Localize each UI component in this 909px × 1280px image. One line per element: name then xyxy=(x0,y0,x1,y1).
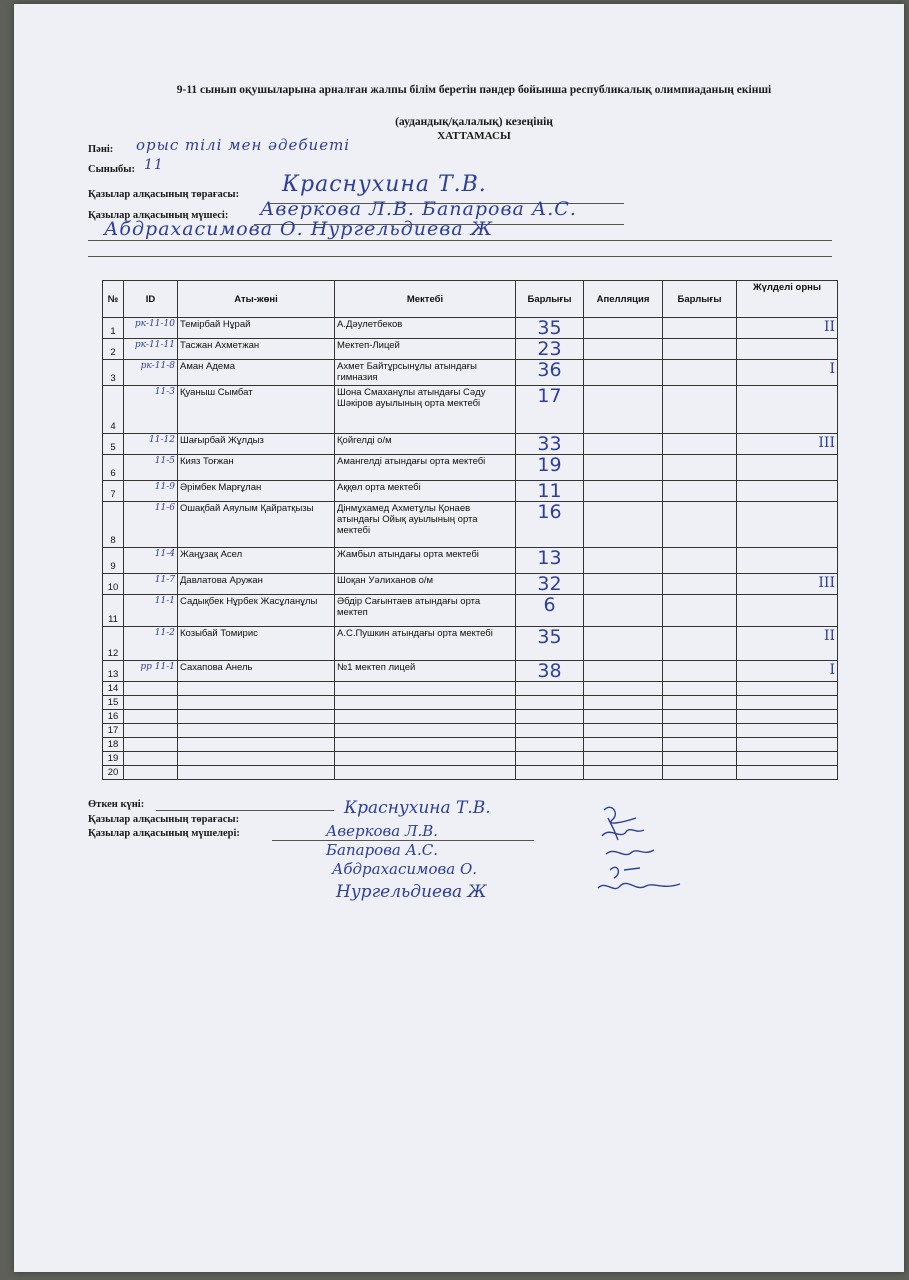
row-id: рк-11-11 xyxy=(124,339,178,360)
row-total-after xyxy=(663,766,737,780)
row-appeal xyxy=(584,738,663,752)
signature-member-3-name: Абдрахасимова О. xyxy=(332,860,478,878)
row-school: Әбдір Сағынтаев атындағы орта мектеп xyxy=(335,595,516,627)
row-number: 15 xyxy=(103,696,124,710)
member-value-1: Аверкова Л.В. Бапарова А.С. xyxy=(260,198,577,220)
document-subtitle: (аудандық/қалалық) кезеңінің xyxy=(395,116,553,128)
row-school: А.С.Пушкин атындағы орта мектебі xyxy=(335,627,516,661)
row-place xyxy=(737,502,838,548)
row-id xyxy=(124,710,178,724)
row-number: 12 xyxy=(103,627,124,661)
signature-chair-name: Краснухина Т.В. xyxy=(344,798,491,818)
row-score: 36 xyxy=(516,360,584,386)
table-row xyxy=(103,738,838,752)
row-appeal xyxy=(584,548,663,574)
row-id: 11-9 xyxy=(124,481,178,502)
row-school: Жамбыл атындағы орта мектебі xyxy=(335,548,516,574)
table-row xyxy=(103,318,838,339)
row-school xyxy=(335,696,516,710)
row-appeal xyxy=(584,696,663,710)
row-total-after xyxy=(663,574,737,595)
footer-chair-label: Қазылар алқасының төрағасы: xyxy=(88,814,240,825)
row-total-after xyxy=(663,627,737,661)
row-school xyxy=(335,766,516,780)
row-name xyxy=(178,710,335,724)
table-row xyxy=(103,455,838,481)
row-score xyxy=(516,752,584,766)
row-id xyxy=(124,738,178,752)
row-name: Әрімбек Марғұлан xyxy=(178,481,335,502)
row-appeal xyxy=(584,318,663,339)
handwritten-signatures xyxy=(584,800,694,910)
row-id: 11-2 xyxy=(124,627,178,661)
table-row xyxy=(103,766,838,780)
row-place: II xyxy=(737,627,838,661)
col-header-name: Аты-жөні xyxy=(178,281,335,318)
row-id: 11-6 xyxy=(124,502,178,548)
row-school xyxy=(335,724,516,738)
row-total-after xyxy=(663,548,737,574)
row-name: Темірбай Нұрай xyxy=(178,318,335,339)
row-number: 19 xyxy=(103,752,124,766)
col-header-no: № xyxy=(103,281,124,318)
row-place: II xyxy=(737,318,838,339)
row-appeal xyxy=(584,386,663,434)
row-number: 17 xyxy=(103,724,124,738)
table-row xyxy=(103,481,838,502)
row-appeal xyxy=(584,766,663,780)
row-id: 11-12 xyxy=(124,434,178,455)
col-header-total-after: Барлығы xyxy=(663,281,737,318)
row-total-after xyxy=(663,360,737,386)
member-label: Қазылар алқасының мүшесі: xyxy=(88,210,229,221)
row-score: 32 xyxy=(516,574,584,595)
row-id xyxy=(124,682,178,696)
row-appeal xyxy=(584,502,663,548)
row-place xyxy=(737,386,838,434)
row-place: III xyxy=(737,574,838,595)
row-name xyxy=(178,724,335,738)
row-score: 33 xyxy=(516,434,584,455)
table-row xyxy=(103,682,838,696)
row-number: 5 xyxy=(103,434,124,455)
row-total-after xyxy=(663,318,737,339)
row-number: 13 xyxy=(103,661,124,682)
row-total-after xyxy=(663,339,737,360)
col-header-total: Барлығы xyxy=(516,281,584,318)
row-school: Ахмет Байтұрсынұлы атындағы гимназия xyxy=(335,360,516,386)
row-place xyxy=(737,738,838,752)
row-score: 11 xyxy=(516,481,584,502)
table-header-row xyxy=(103,281,838,318)
row-name xyxy=(178,766,335,780)
row-number: 18 xyxy=(103,738,124,752)
row-number: 8 xyxy=(103,502,124,548)
row-id: рк-11-8 xyxy=(124,360,178,386)
row-place: III xyxy=(737,434,838,455)
row-id xyxy=(124,696,178,710)
row-name: Давлатова Аружан xyxy=(178,574,335,595)
row-total-after xyxy=(663,502,737,548)
table-row xyxy=(103,502,838,548)
row-school: Шоқан Уәлиханов о/м xyxy=(335,574,516,595)
row-number: 7 xyxy=(103,481,124,502)
row-name: Шағырбай Жұлдыз xyxy=(178,434,335,455)
table-row xyxy=(103,548,838,574)
row-total-after xyxy=(663,752,737,766)
row-score xyxy=(516,766,584,780)
row-place xyxy=(737,339,838,360)
row-score: 13 xyxy=(516,548,584,574)
document-title: 9-11 сынып оқушыларына арналған жалпы білім беретін пәндер бойынша республикалық олимпиаданың екінші xyxy=(176,84,772,96)
row-school: Аққөл орта мектебі xyxy=(335,481,516,502)
row-place xyxy=(737,595,838,627)
row-score xyxy=(516,710,584,724)
row-total-after xyxy=(663,661,737,682)
row-name xyxy=(178,696,335,710)
table-row xyxy=(103,752,838,766)
row-id: 11-7 xyxy=(124,574,178,595)
row-place: I xyxy=(737,661,838,682)
row-name xyxy=(178,738,335,752)
row-name: Ошақбай Аяулым Қайратқызы xyxy=(178,502,335,548)
row-number: 2 xyxy=(103,339,124,360)
date-underline xyxy=(156,810,334,811)
row-number: 1 xyxy=(103,318,124,339)
row-appeal xyxy=(584,627,663,661)
row-total-after xyxy=(663,682,737,696)
table-row xyxy=(103,595,838,627)
col-header-id: ID xyxy=(124,281,178,318)
row-id: рк-11-10 xyxy=(124,318,178,339)
grade-value: 11 xyxy=(144,157,164,173)
row-school xyxy=(335,738,516,752)
results-table xyxy=(102,280,838,780)
row-score: 16 xyxy=(516,502,584,548)
row-score xyxy=(516,724,584,738)
row-score xyxy=(516,738,584,752)
grade-label: Сыныбы: xyxy=(88,164,135,175)
row-score: 17 xyxy=(516,386,584,434)
row-score: 23 xyxy=(516,339,584,360)
row-total-after xyxy=(663,710,737,724)
row-total-after xyxy=(663,738,737,752)
row-school: Қойгелді о/м xyxy=(335,434,516,455)
row-score xyxy=(516,696,584,710)
row-appeal xyxy=(584,360,663,386)
row-total-after xyxy=(663,481,737,502)
row-school: №1 мектеп лицей xyxy=(335,661,516,682)
row-school: Шона Смаханұлы атындағы Сәду Шәкіров ауылының орта мектебі xyxy=(335,386,516,434)
member-underline-3 xyxy=(88,256,832,257)
row-appeal xyxy=(584,339,663,360)
row-name: Қуаныш Сымбат xyxy=(178,386,335,434)
row-number: 14 xyxy=(103,682,124,696)
row-number: 3 xyxy=(103,360,124,386)
row-name xyxy=(178,682,335,696)
table-row xyxy=(103,661,838,682)
row-total-after xyxy=(663,455,737,481)
row-number: 16 xyxy=(103,710,124,724)
row-school: Мектеп-Лицей xyxy=(335,339,516,360)
member-underline-2 xyxy=(88,240,832,241)
row-score: 6 xyxy=(516,595,584,627)
row-place xyxy=(737,696,838,710)
row-place xyxy=(737,481,838,502)
row-name xyxy=(178,752,335,766)
table-row xyxy=(103,339,838,360)
subject-label: Пәні: xyxy=(88,144,114,155)
signature-member-1-name: Аверкова Л.В. xyxy=(326,822,439,840)
row-place xyxy=(737,710,838,724)
row-name: Кияз Тоғжан xyxy=(178,455,335,481)
row-number: 10 xyxy=(103,574,124,595)
row-school xyxy=(335,710,516,724)
table-row xyxy=(103,386,838,434)
row-school: Амангелді атындағы орта мектебі xyxy=(335,455,516,481)
row-total-after xyxy=(663,724,737,738)
row-appeal xyxy=(584,710,663,724)
row-appeal xyxy=(584,752,663,766)
col-header-place: Жүлделі орны xyxy=(737,281,838,318)
row-school xyxy=(335,682,516,696)
table-row xyxy=(103,627,838,661)
row-place xyxy=(737,682,838,696)
row-name: Тасжан Ахметжан xyxy=(178,339,335,360)
signature-member-2-name: Бапарова А.С. xyxy=(326,841,439,859)
row-number: 11 xyxy=(103,595,124,627)
table-row xyxy=(103,696,838,710)
chair-value: Краснухина Т.В. xyxy=(282,172,487,197)
row-id: 11-4 xyxy=(124,548,178,574)
table-row xyxy=(103,360,838,386)
row-id: рр 11-1 xyxy=(124,661,178,682)
member-value-2: Абдрахасимова О. Нургельдиева Ж xyxy=(104,218,494,240)
row-total-after xyxy=(663,434,737,455)
row-id: 11-1 xyxy=(124,595,178,627)
protocol-heading: ХАТТАМАСЫ xyxy=(437,130,511,142)
row-number: 4 xyxy=(103,386,124,434)
row-score: 19 xyxy=(516,455,584,481)
table-row xyxy=(103,724,838,738)
row-appeal xyxy=(584,595,663,627)
table-row xyxy=(103,574,838,595)
col-header-school: Мектебі xyxy=(335,281,516,318)
row-total-after xyxy=(663,696,737,710)
row-total-after xyxy=(663,386,737,434)
row-appeal xyxy=(584,661,663,682)
table-row xyxy=(103,434,838,455)
row-number: 20 xyxy=(103,766,124,780)
footer-members-label: Қазылар алқасының мүшелері: xyxy=(88,828,240,839)
row-school: Дінмұхамед Ахметұлы Қонаев атындағы Ойық ауылының орта мектебі xyxy=(335,502,516,548)
row-score: 35 xyxy=(516,318,584,339)
row-name: Сахапова Анель xyxy=(178,661,335,682)
row-number: 6 xyxy=(103,455,124,481)
row-score: 35 xyxy=(516,627,584,661)
row-place xyxy=(737,766,838,780)
table-row xyxy=(103,710,838,724)
document-sheet xyxy=(14,4,904,1272)
row-name: Жаңұзақ Асел xyxy=(178,548,335,574)
row-id xyxy=(124,766,178,780)
row-name: Козыбай Томирис xyxy=(178,627,335,661)
row-id: 11-5 xyxy=(124,455,178,481)
row-place xyxy=(737,752,838,766)
row-appeal xyxy=(584,481,663,502)
row-total-after xyxy=(663,595,737,627)
date-label: Өткен күні: xyxy=(88,799,145,810)
subject-value: орыс тілі мен әдебиеті xyxy=(136,136,351,154)
row-place xyxy=(737,455,838,481)
row-score xyxy=(516,682,584,696)
row-place xyxy=(737,724,838,738)
row-place: I xyxy=(737,360,838,386)
row-appeal xyxy=(584,434,663,455)
row-id: 11-3 xyxy=(124,386,178,434)
row-school xyxy=(335,752,516,766)
row-number: 9 xyxy=(103,548,124,574)
row-appeal xyxy=(584,682,663,696)
row-id xyxy=(124,724,178,738)
row-place xyxy=(737,548,838,574)
signature-member-4-name: Нургельдиева Ж xyxy=(336,882,487,902)
row-name: Садықбек Нұрбек Жасұланұлы xyxy=(178,595,335,627)
chair-label: Қазылар алқасының төрағасы: xyxy=(88,189,240,200)
row-name: Аман Адема xyxy=(178,360,335,386)
row-appeal xyxy=(584,574,663,595)
row-score: 38 xyxy=(516,661,584,682)
row-appeal xyxy=(584,724,663,738)
row-id xyxy=(124,752,178,766)
row-appeal xyxy=(584,455,663,481)
row-school: А.Дәулетбеков xyxy=(335,318,516,339)
col-header-appeal: Апелляция xyxy=(584,281,663,318)
